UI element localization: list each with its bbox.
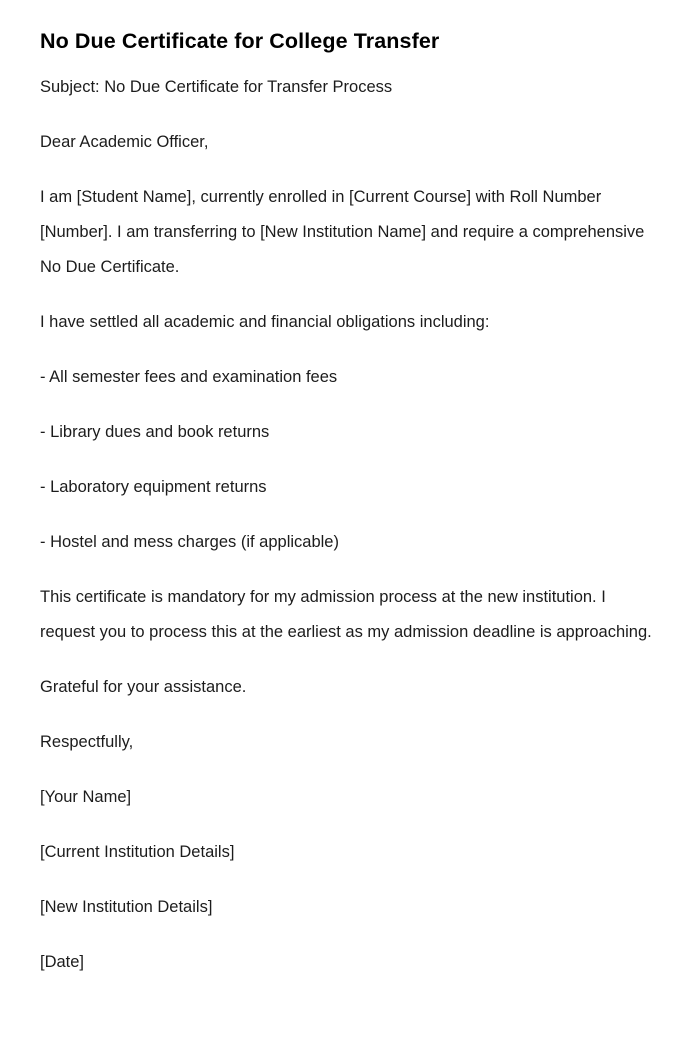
obligation-item-hostel-mess: - Hostel and mess charges (if applicable)	[40, 533, 339, 551]
page-title: No Due Certificate for College Transfer	[40, 29, 440, 53]
obligation-item-semester-fees: - All semester fees and examination fees	[40, 368, 338, 386]
signature-your-name: [Your Name]	[40, 788, 132, 806]
request-paragraph: This certificate is mandatory for my admission process at the new institution. I request you to process this at the earliest as my admission deadline is approaching.	[40, 588, 652, 641]
salutation: Dear Academic Officer,	[40, 133, 209, 151]
subject-line: Subject: No Due Certificate for Transfer Process	[40, 78, 393, 96]
obligation-item-laboratory-equipment: - Laboratory equipment returns	[40, 478, 267, 496]
gratitude-line: Grateful for your assistance.	[40, 678, 247, 696]
closing-line: Respectfully,	[40, 733, 134, 751]
obligations-heading: I have settled all academic and financial obligations including:	[40, 313, 490, 331]
obligation-item-library-dues: - Library dues and book returns	[40, 423, 270, 441]
signature-date: [Date]	[40, 953, 85, 971]
signature-current-institution: [Current Institution Details]	[40, 843, 235, 861]
signature-new-institution: [New Institution Details]	[40, 898, 213, 916]
intro-paragraph: I am [Student Name], currently enrolled in [Current Course] with Roll Number [Number]. I am transferring to [New Institution Name] and require a comprehensive No Due Certificate.	[40, 188, 645, 276]
